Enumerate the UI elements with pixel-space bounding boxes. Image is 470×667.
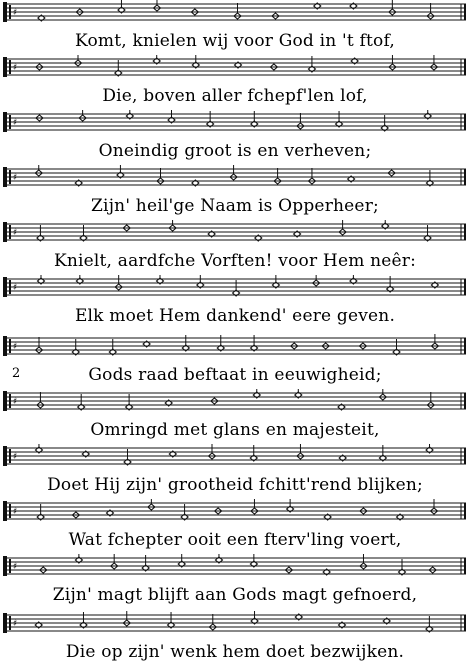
note (178, 554, 185, 567)
music-system-10 (0, 499, 470, 553)
music-system-12 (0, 611, 470, 665)
music-system-6 (0, 275, 470, 329)
note (72, 339, 79, 355)
note (126, 394, 133, 410)
note (336, 111, 343, 127)
note (381, 115, 388, 131)
sharp-sign: ♯ (13, 452, 18, 462)
note (389, 55, 396, 70)
note (272, 275, 279, 288)
lyric-line-12: Die op zijn' wenk hem doet bezwijken. (65, 642, 405, 662)
clef-mark (9, 60, 11, 74)
note (115, 60, 122, 76)
note (117, 165, 124, 178)
note (118, 0, 125, 13)
clef-mark (9, 504, 11, 518)
note (109, 339, 116, 355)
music-staff-9 (0, 444, 470, 470)
sharp-sign: ♯ (13, 283, 18, 293)
note (115, 275, 122, 290)
lyric-line-4: Zijn' heil'ge Naam is Opperheer; (91, 196, 379, 216)
note (207, 111, 214, 127)
music-staff-10 (0, 499, 470, 525)
note (430, 499, 437, 514)
note (360, 554, 367, 569)
note (168, 612, 175, 628)
clef-mark (9, 616, 11, 630)
music-system-11 (0, 554, 470, 608)
music-staff-12 (0, 611, 470, 637)
note (427, 392, 434, 408)
clef-mark (9, 339, 11, 353)
note (35, 165, 42, 176)
note (124, 449, 131, 465)
music-system-5 (0, 220, 470, 274)
note (308, 56, 315, 72)
music-staff-6 (0, 275, 470, 301)
note (75, 55, 82, 66)
clef-mark (3, 57, 7, 77)
note (80, 225, 87, 241)
clef-mark (3, 501, 7, 521)
music-staff-8 (0, 389, 470, 415)
verse-number: 2 (12, 366, 21, 381)
music-system-1 (0, 0, 470, 54)
note (234, 3, 241, 19)
note (251, 111, 258, 127)
sharp-sign: ♯ (13, 173, 18, 183)
music-system-4 (0, 165, 470, 219)
note (153, 0, 160, 11)
note (197, 275, 204, 288)
lyric-line-9: Doet Hij zijn' grootheid fchitt'rend blijken; (47, 475, 423, 495)
sharp-sign: ♯ (13, 507, 18, 517)
music-system-8 (0, 389, 470, 443)
note (251, 335, 258, 351)
music-staff-7 (0, 334, 470, 360)
music-staff-11 (0, 554, 470, 580)
note (251, 499, 258, 514)
note (80, 612, 87, 628)
clef-mark (9, 280, 11, 294)
note (297, 113, 304, 129)
sharp-sign: ♯ (13, 342, 18, 352)
sharp-sign: ♯ (13, 118, 18, 128)
clef-mark (9, 394, 11, 408)
music-system-9 (0, 444, 470, 498)
clef-mark (3, 222, 7, 242)
note (426, 616, 433, 632)
note (287, 499, 294, 512)
note (157, 168, 164, 184)
lyric-line-8: Omringd met glans en majesteit, (90, 420, 380, 440)
note (250, 445, 257, 461)
music-staff-4 (0, 165, 470, 191)
clef-mark (3, 446, 7, 466)
note (424, 225, 431, 241)
music-system-3 (0, 110, 470, 164)
note (387, 276, 394, 292)
sharp-sign: ♯ (13, 619, 18, 629)
note (36, 337, 43, 353)
sharp-sign: ♯ (13, 8, 18, 18)
note (78, 394, 85, 410)
note (182, 335, 189, 351)
sharp-sign: ♯ (13, 397, 18, 407)
lyric-line-11: Zijn' magt blijft aan Gods magt gefnoerd, (52, 585, 418, 605)
music-staff-2 (0, 55, 470, 81)
note (431, 334, 438, 349)
clef-mark (3, 336, 7, 356)
note (313, 275, 320, 286)
lyric-line-7: Gods raad beftaat in eeuwigheid; (88, 365, 382, 385)
clef-mark (9, 449, 11, 463)
note (308, 168, 315, 184)
sharp-sign: ♯ (13, 562, 18, 572)
note (393, 339, 400, 355)
note (379, 389, 386, 400)
clef-mark (9, 559, 11, 573)
clef-mark (3, 613, 7, 633)
note (79, 110, 86, 121)
note (250, 554, 257, 567)
clef-mark (9, 115, 11, 129)
note (297, 444, 304, 459)
lyric-line-2: Die, boven aller fchepf'len lof, (102, 86, 368, 106)
note (230, 165, 237, 180)
note (233, 280, 240, 296)
note (339, 220, 346, 235)
music-staff-3 (0, 110, 470, 136)
sharp-sign: ♯ (13, 63, 18, 73)
note (181, 504, 188, 520)
note (148, 499, 155, 510)
note (217, 335, 224, 351)
lyric-line-3: Oneindig groot is en verheven; (98, 141, 372, 161)
music-system-2 (0, 55, 470, 109)
note (142, 555, 149, 571)
clef-mark (3, 391, 7, 411)
lyric-line-6: Elk moet Hem dankend' eere geven. (74, 306, 396, 326)
clef-mark (3, 277, 7, 297)
note (251, 611, 258, 624)
music-staff-1 (0, 0, 470, 26)
note (398, 559, 405, 575)
note (37, 504, 44, 520)
note (426, 170, 433, 186)
lyric-line-10: Wat fchepter ooit een fterv'ling voert, (68, 530, 402, 550)
note (192, 55, 199, 68)
clef-mark (3, 556, 7, 576)
clef-mark (9, 5, 11, 19)
lyric-line-1: Komt, knielen wij voor God in 't ftof, (75, 31, 395, 51)
note (379, 445, 386, 461)
note (123, 611, 130, 626)
note (430, 55, 437, 70)
note (209, 444, 216, 459)
clef-mark (3, 167, 7, 187)
note (111, 554, 118, 569)
note (209, 614, 216, 630)
note (274, 168, 281, 184)
clef-mark (9, 170, 11, 184)
clef-mark (9, 225, 11, 239)
note (427, 3, 434, 19)
note (37, 225, 44, 241)
sharp-sign: ♯ (13, 228, 18, 238)
clef-mark (3, 2, 7, 22)
note (37, 392, 44, 408)
note (389, 0, 396, 15)
music-system-7 (0, 334, 470, 388)
lyric-line-5: Knielt, aardfche Vorften! voor Hem neêr: (53, 251, 417, 271)
note (169, 220, 176, 231)
note (168, 110, 175, 123)
music-staff-5 (0, 220, 470, 246)
clef-mark (3, 112, 7, 132)
